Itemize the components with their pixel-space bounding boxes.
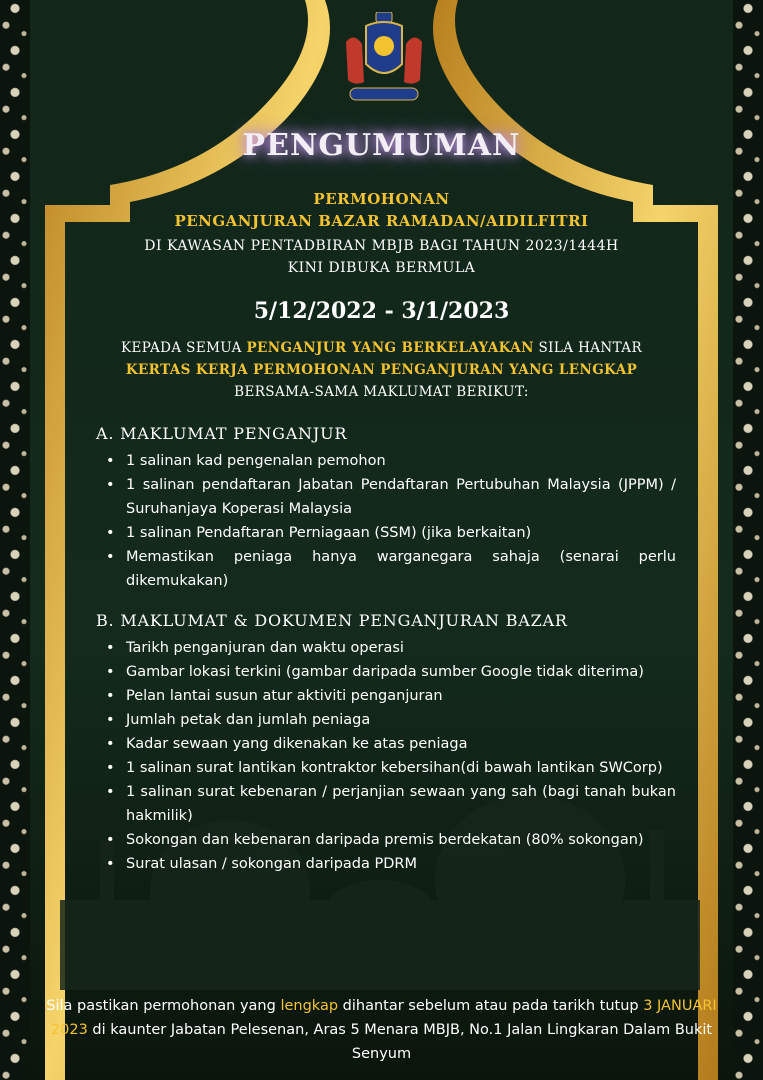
list-item: • Kadar sewaan yang dikenakan ke atas peniaga <box>96 732 676 756</box>
list-item: • Gambar lokasi terkini (gambar daripada sumber Google tidak diterima) <box>96 660 676 684</box>
header-line-2: PENGANJURAN BAZAR RAMADAN/AIDILFITRI <box>174 212 589 230</box>
list-item: • 1 salinan Pendaftaran Perniagaan (SSM) (jika berkaitan) <box>96 521 676 545</box>
section-a-list <box>96 449 676 593</box>
section-b <box>96 611 676 876</box>
section-b-list <box>96 636 676 876</box>
list-item: • Sokongan dan kebenaran daripada premis berdekatan (80% sokongan) <box>96 828 676 852</box>
list-item: • 1 salinan surat lantikan kontraktor kebersihan(di bawah lantikan SWCorp) <box>96 756 676 780</box>
page-title: PENGUMUMAN <box>242 128 521 163</box>
list-item: • 1 salinan surat kebenaran / perjanjian sewaan yang sah (bagi tanah bukan hakmilik) <box>96 780 676 828</box>
list-item: • Surat ulasan / sokongan daripada PDRM <box>96 852 676 876</box>
list-item: • 1 salinan kad pengenalan pemohon <box>96 449 676 473</box>
footer-note <box>40 994 723 1066</box>
intro-line-3: BERSAMA-SAMA MAKLUMAT BERIKUT: <box>234 384 529 400</box>
footer-text: dihantar sebelum atau pada tarikh tutup <box>338 998 644 1014</box>
intro-line-2 <box>0 362 763 378</box>
mbjb-crest-logo <box>336 12 432 108</box>
header-line-4: KINI DIBUKA BERMULA <box>287 260 476 276</box>
header-line-3: DI KAWASAN PENTADBIRAN MBJB BAGI TAHUN 2023/1444H <box>144 238 619 254</box>
list-item: • 1 salinan pendaftaran Jabatan Pendaftaran Pertubuhan Malaysia (JPPM) / Suruhanjaya Koperasi Malaysia <box>96 473 676 521</box>
footer-text: di kaunter Jabatan Pelesenan, Aras 5 Menara MBJB, No.1 Jalan Lingkaran Dalam Bukit Senyum <box>87 1022 713 1062</box>
intro-line-1 <box>0 340 763 356</box>
list-item: • Pelan lantai susun atur aktiviti penganjuran <box>96 684 676 708</box>
intro-highlight: KERTAS KERJA PERMOHONAN PENGANJURAN YANG LENGKAP <box>125 362 638 378</box>
footer-text: Sila pastikan permohonan yang <box>46 998 281 1014</box>
list-item: • Jumlah petak dan jumlah peniaga <box>96 708 676 732</box>
section-a <box>96 424 676 593</box>
section-a-title: A. MAKLUMAT PENGANJUR <box>96 424 348 443</box>
list-item: • Tarikh penganjuran dan waktu operasi <box>96 636 676 660</box>
footer-highlight: lengkap <box>280 998 339 1014</box>
footer-highlight: 3 JANUARI 2023 <box>50 998 717 1038</box>
section-b-title: B. MAKLUMAT & DOKUMEN PENGANJURAN BAZAR <box>96 611 568 630</box>
header-line-1: PERMOHONAN <box>313 190 450 208</box>
intro-text: SILA HANTAR <box>533 340 643 356</box>
intro-highlight: PENGANJUR YANG BERKELAYAKAN <box>246 340 534 356</box>
date-range: 5/12/2022 - 3/1/2023 <box>253 298 510 324</box>
intro-text: KEPADA SEMUA <box>120 340 247 356</box>
list-item: • Memastikan peniaga hanya warganegara sahaja (senarai perlu dikemukakan) <box>96 545 676 593</box>
